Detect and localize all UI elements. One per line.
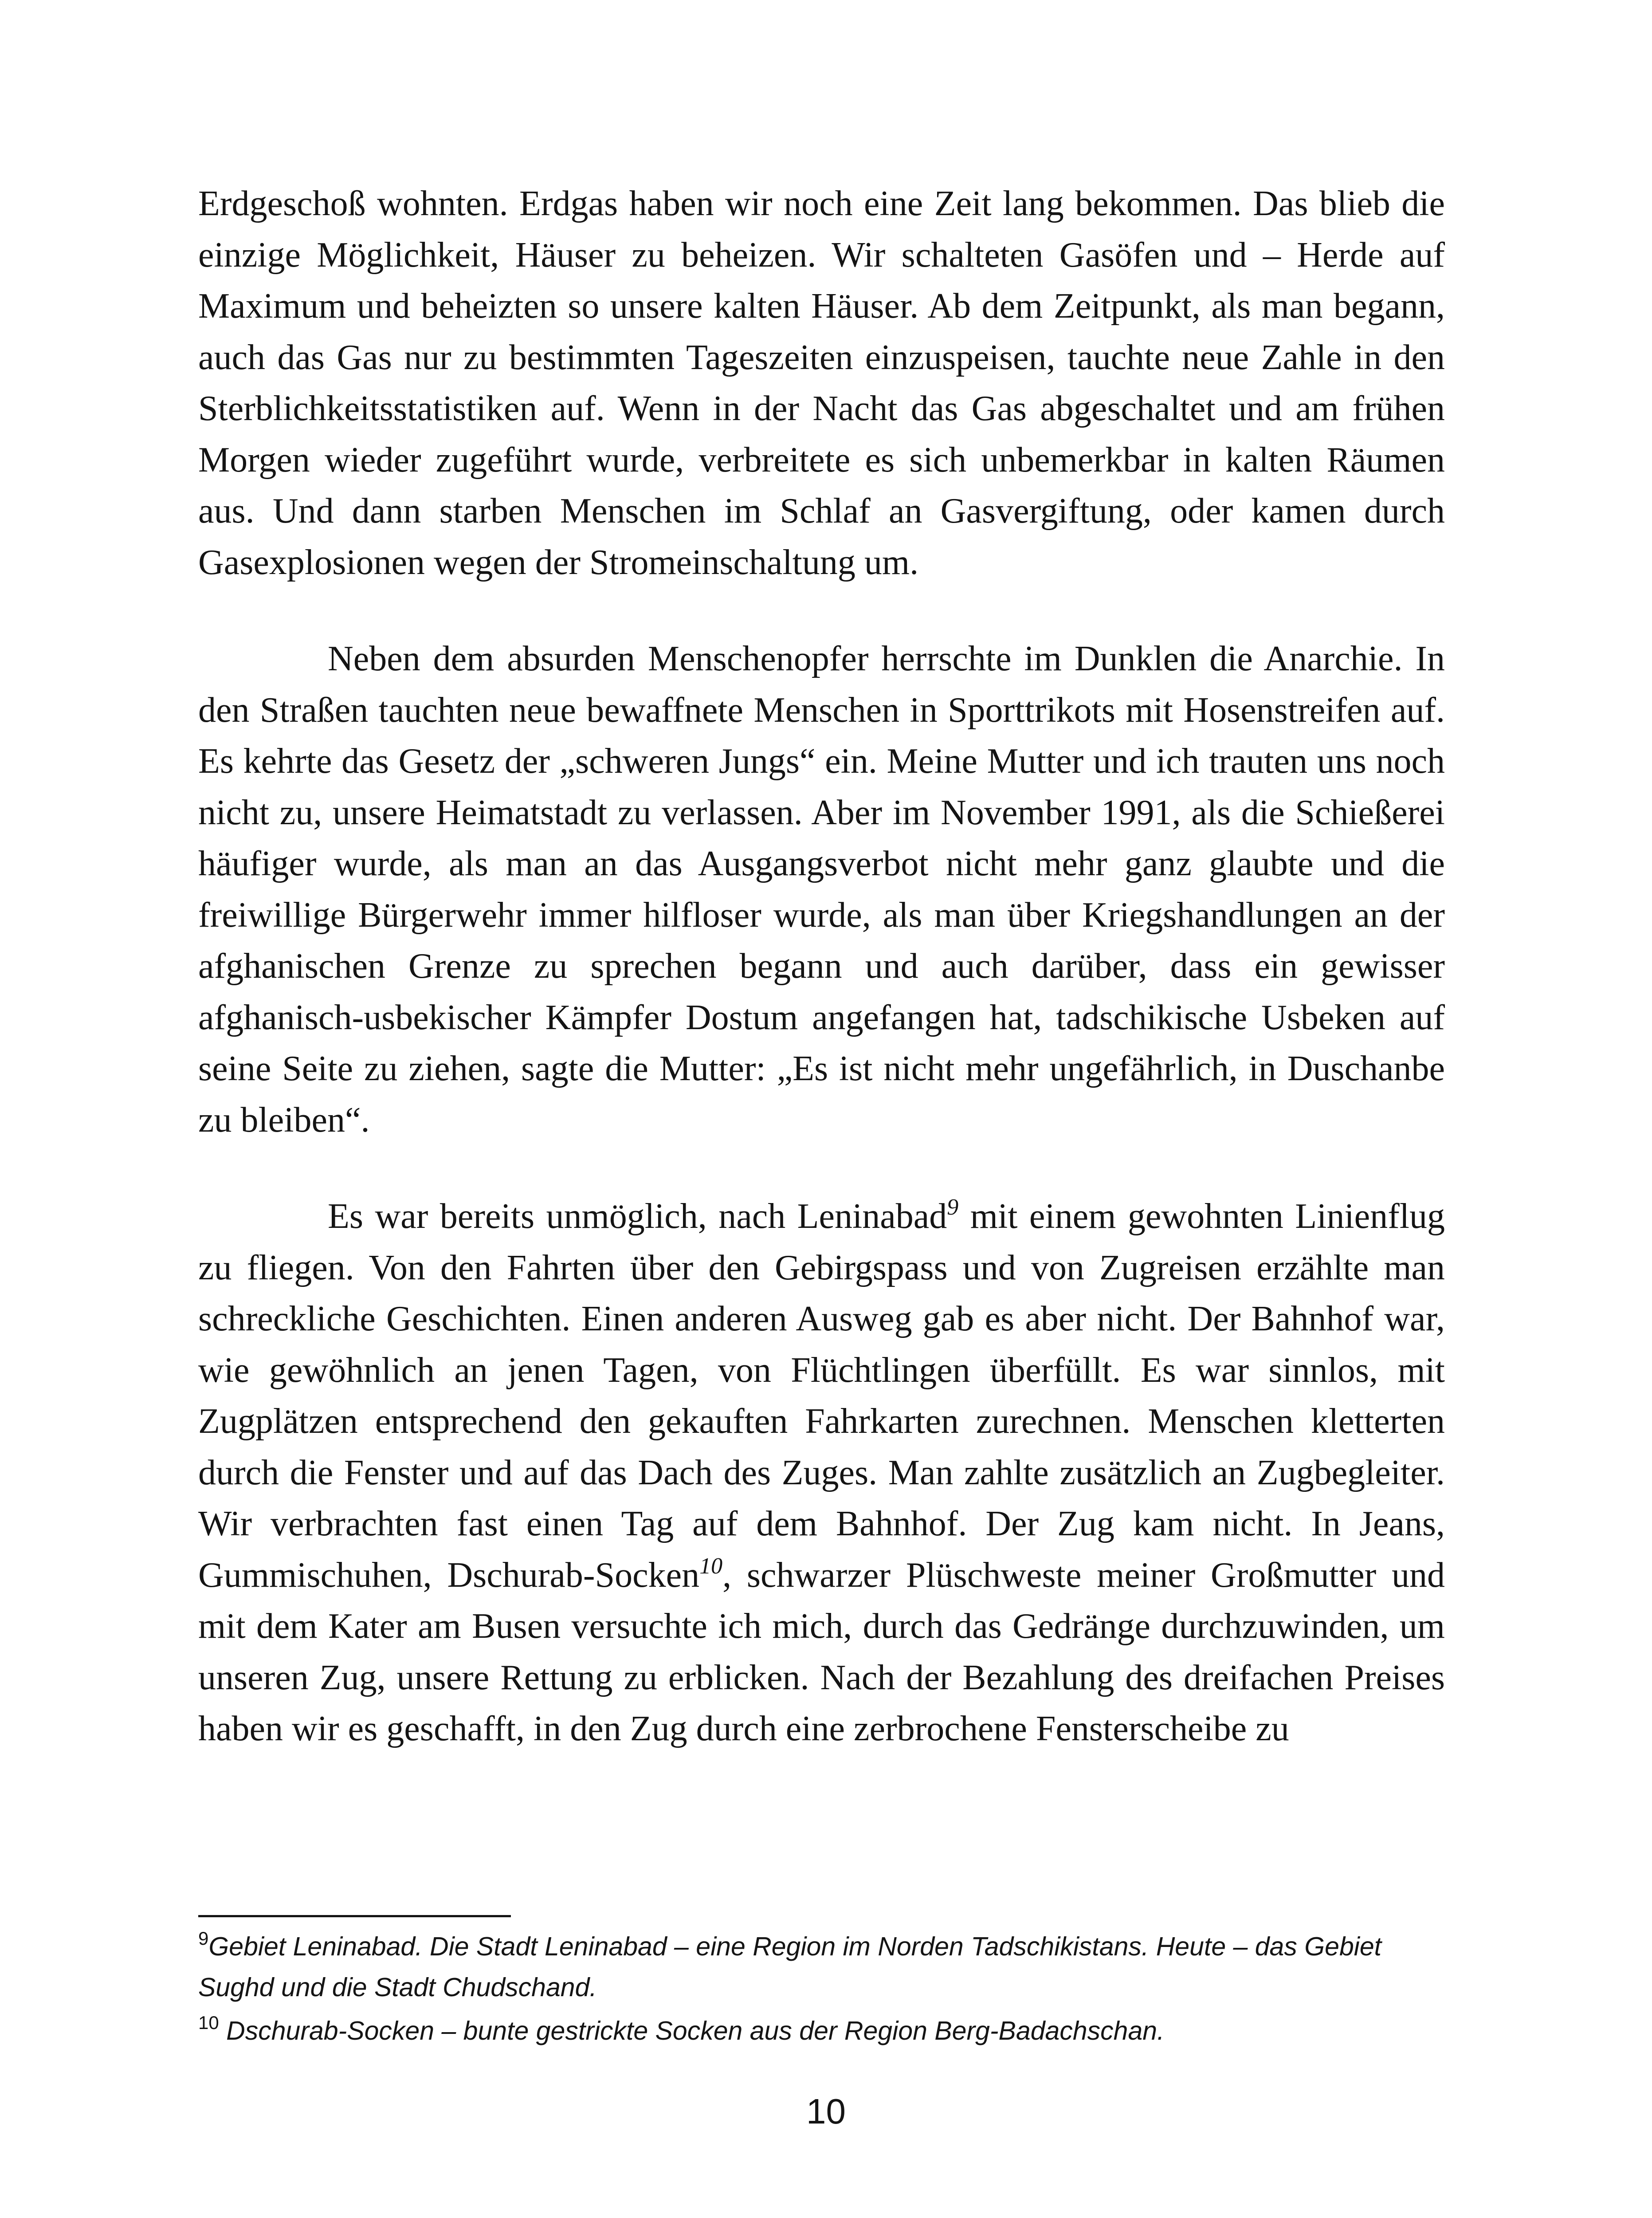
paragraph-3-text-c: , schwarzer Plüschweste meiner Großmutter und mit dem Kater am Busen versuchte ich mich, durch das Gedränge durchzuwinden, um unseren Zug, unsere Rettung zu erblicken. Nach der Bezahlung des dreifachen Preises haben wir es geschafft, in den Zug durch eine zerbrochene Fensterscheibe zu: [198, 1555, 1445, 1748]
footnote-mark-10: 10: [198, 2012, 219, 2033]
footnote-10-text: Dschurab-Socken – bunte gestrickte Socken aus der Region Berg-Badachschan.: [219, 2016, 1165, 2045]
footnote-reference-9[interactable]: 9: [947, 1195, 959, 1220]
body-text: [198, 178, 1445, 1755]
paragraph-3: [198, 1191, 1445, 1755]
paragraph-2: Neben dem absurden Menschenopfer herrschte im Dunklen die Anarchie. In den Straßen tauchten neue bewaffnete Menschen in Sporttrikots mit Hosenstreifen auf. Es kehrte das Gesetz der „schweren Jungs“ ein. Meine Mutter und ich trauten uns noch nicht zu, unsere Heimatstadt zu verlassen. Aber im November 1991, als die Schießerei häufiger wurde, als man an das Ausgangsverbot nicht mehr ganz glaubte und die freiwillige Bürgerwehr immer hilfloser wurde, als man über Kriegshandlungen an der afghanischen Grenze zu sprechen begann und auch darüber, dass ein gewisser afghanisch-usbekischer Kämpfer Dostum angefangen hat, tadschikische Usbeken auf seine Seite zu ziehen, sagte die Mutter: „Es ist nicht mehr ungefährlich, in Duschanbe zu bleiben“.: [198, 639, 1445, 1140]
paragraph-3-text-b: mit einem gewohnten Linienflug zu fliegen. Von den Fahrten über den Gebirgspass und von Zugreisen erzählte man schreckliche Geschichten. Einen anderen Ausweg gab es aber nicht. Der Bahnhof war, wie gewöhnlich an jenen Tagen, von Flüchtlingen überfüllt. Es war sinnlos, mit Zugplätzen entsprechend den gekauften Fahrkarten zurechnen. Menschen kletterten durch die Fenster und auf das Dach des Zuges. Man zahlte zusätzlich an Zugbegleiter. Wir verbrachten fast einen Tag auf dem Bahnhof. Der Zug kam nicht. In Jeans, Gummischuhen, Dschurab-Socken: [198, 1197, 1445, 1595]
paragraph-3-text-a: Es war bereits unmöglich, nach Leninabad: [328, 1197, 947, 1236]
footnote-mark-9: 9: [198, 1928, 209, 1949]
footnote-9-text: Gebiet Leninabad. Die Stadt Leninabad – eine Region im Norden Tadschikistans. Heute – das Gebiet Sughd und die Stadt Chudschand.: [198, 1932, 1382, 2002]
page-number: 10: [806, 2092, 846, 2131]
paragraph-1: Erdgeschoß wohnten. Erdgas haben wir noch eine Zeit lang bekommen. Das blieb die einzige Möglichkeit, Häuser zu beheizen. Wir schalteten Gasöfen und – Herde auf Maximum und beheizten so unsere kalten Häuser. Ab dem Zeitpunkt, als man begann, auch das Gas nur zu bestimmten Tageszeiten einzuspeisen, tauchte neue Zahle in den Sterblichkeitsstatistiken auf. Wenn in der Nacht das Gas abgeschaltet und am frühen Morgen wieder zugeführt wurde, verbreitete es sich unbemerkbar in kalten Räumen aus. Und dann starben Menschen im Schlaf an Gasvergiftung, oder kamen durch Gasexplosionen wegen der Stromeinschaltung um.: [198, 184, 1445, 582]
footnote-10: [198, 2010, 1445, 2051]
footnote-9: [198, 1926, 1445, 2008]
footnote-reference-10[interactable]: 10: [699, 1553, 723, 1579]
footnote-separator: [198, 1915, 511, 1917]
footnotes: [198, 1926, 1445, 2051]
